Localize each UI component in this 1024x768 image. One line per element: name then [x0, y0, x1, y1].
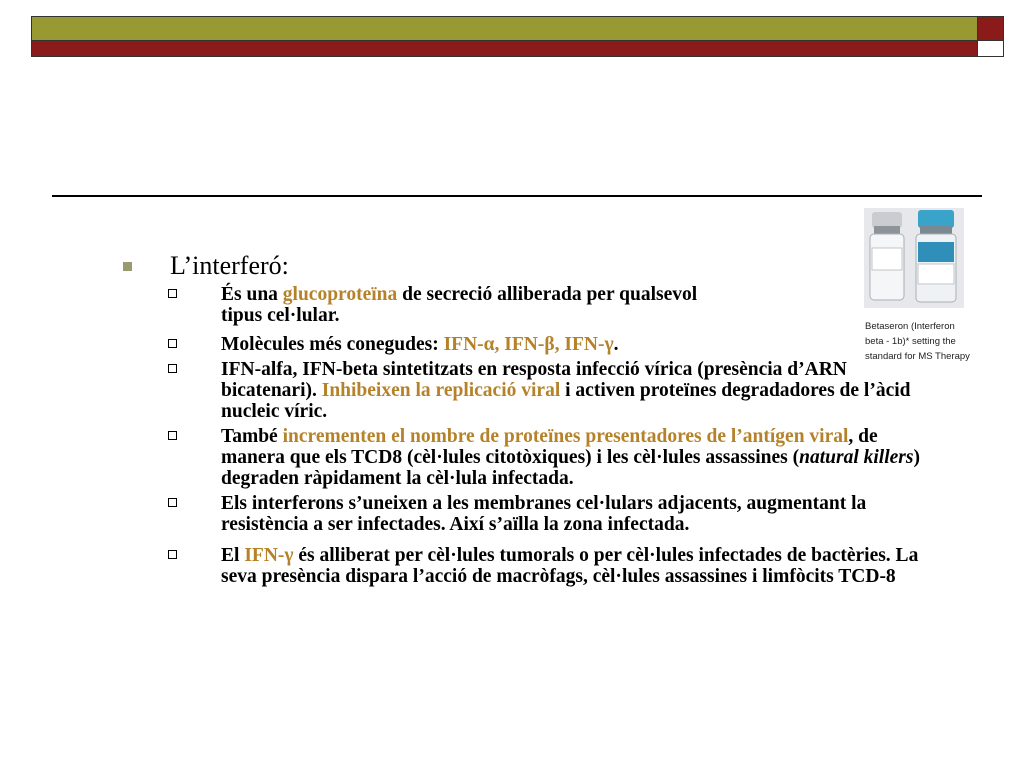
- list-item: És una glucoproteïna de secreció alliberada per qualsevol tipus cel·lular.: [120, 284, 736, 326]
- list-item: Els interferons s’uneixen a les membranes cel·lulars adjacents, augmentant la resistència a ser infectades. Així s’aïlla la zona infectada.: [120, 493, 920, 535]
- slide-content: [120, 250, 920, 591]
- hollow-square-bullet-icon: [168, 498, 177, 507]
- hollow-square-bullet-icon: [168, 289, 177, 298]
- square-bullet-icon: [123, 262, 132, 271]
- photo-caption: Betaseron (Interferon beta - 1b)* setting the standard for MS Therapy: [865, 321, 970, 362]
- title-divider: [52, 195, 982, 197]
- olive-band: [32, 17, 978, 41]
- hollow-square-bullet-icon: [168, 339, 177, 348]
- list-item: El IFN-γ és alliberat per cèl·lules tumorals o per cèl·lules infectades de bactèries. La seva presència dispara l’acció de macròfags, cèl·lules assassines i limfòcits TCD-8: [120, 545, 920, 587]
- slide-title: L’interferó:: [170, 251, 289, 280]
- hollow-square-bullet-icon: [168, 431, 177, 440]
- list-item: També incrementen el nombre de proteïnes presentadores de l’antígen viral, de manera que els TCD8 (cèl·lules citotòxiques) i les cèl·lules assassines (natural killers) degraden ràpidament la cèl·lula infectada.: [120, 426, 920, 489]
- title-decoration-bar: [31, 16, 1004, 57]
- list-item: IFN-alfa, IFN-beta sintetitzats en resposta infecció vírica (presència d’ARN bicatenari). Inhibeixen la replicació viral i activen proteïnes degradadores de l’àcid nucleic víric.: [120, 359, 920, 422]
- red-square: [978, 17, 1003, 41]
- hollow-square-bullet-icon: [168, 550, 177, 559]
- red-band: [32, 41, 978, 56]
- main-bullet: [120, 250, 920, 282]
- list-item: Molècules més conegudes: IFN-α, IFN-β, IFN-γ.: [120, 334, 920, 355]
- hollow-square-bullet-icon: [168, 364, 177, 373]
